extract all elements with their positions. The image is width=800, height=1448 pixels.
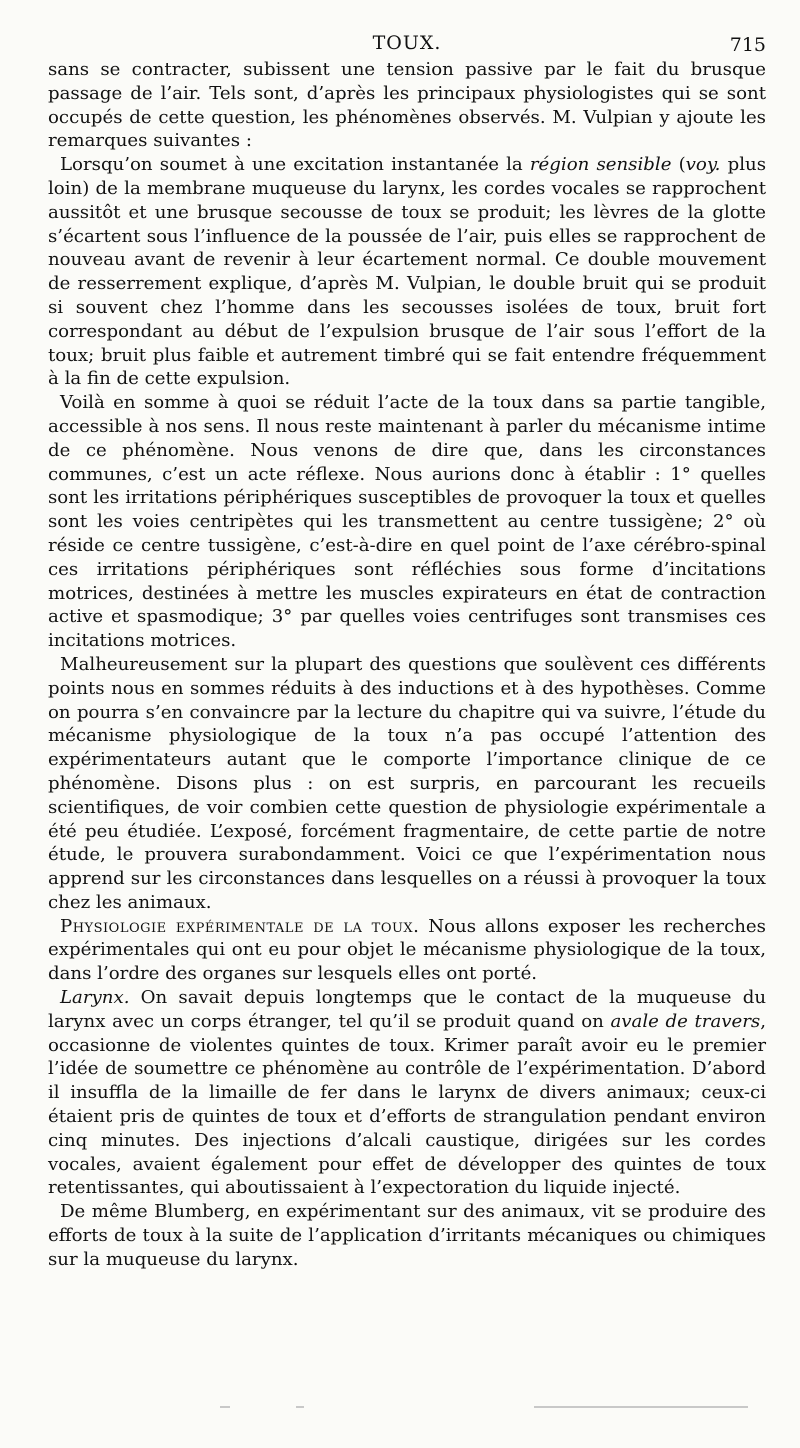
- text-run: , occasionne de violentes quintes de toux. Krimer paraît avoir eu le premier l’idée de soumettre ce phénomène au contrôle de l’expérimentation. D’abord il insuffla de la limaille de fer dans le larynx de divers animaux; ceux-ci étaient pris de quintes de toux et d’efforts de strangulation pendant environ cinq minutes. Des injections d’alcali caustique, dirigées sur les cordes vocales, avaient également pour effet de développer des quintes de toux retentissantes, qui aboutissaient à l’expectoration du liquide injecté.: [48, 1010, 767, 1199]
- text-run: Malheureusement sur la plupart des questions que soulèvent ces différents points nous en sommes réduits à des inductions et à des hypothèses. Comme on pourra s’en convaincre par la lecture du chapitre qui va suivre, l’étude du mécanisme physiologique de la toux n’a pas occupé l’attention des expérimentateurs autant que le comporte l’importance clinique de ce phénomène. Disons plus : on est surpris, en parcourant les recueils scientifiques, de voir combien cette question de physiologie expérimentale a été peu étudiée. L’exposé, forcément fragmentaire, de cette partie de notre étude, le prouvera surabondamment. Voici ce que l’expérimentation nous apprend sur les circonstances dans lesquelles on a réussi à provoquer la toux chez les animaux.: [48, 653, 766, 913]
- text-run: sans se contracter, subissent une tension passive par le fait du brusque passage de l’air. Tels sont, d’après les principaux physiologistes qui se sont occupés de cette question, les phénomènes observés. M. Vulpian y ajoute les remarques suivantes :: [48, 59, 766, 152]
- paragraph: [48, 391, 766, 653]
- section-heading: Physiologie expérimentale de la toux.: [60, 915, 420, 937]
- italic-text: région sensible: [529, 154, 672, 176]
- footer-mark: [220, 1406, 230, 1408]
- running-title: TOUX.: [372, 32, 442, 54]
- footer-mark: [534, 1406, 748, 1408]
- italic-text: avale de travers: [610, 1010, 761, 1032]
- paragraph: [48, 1200, 766, 1271]
- text-run: (: [671, 154, 686, 176]
- page-header: [48, 24, 766, 58]
- italic-text: voy.: [685, 154, 721, 176]
- text-run: On savait depuis longtemps que le contact de la muqueuse du larynx avec un corps étranger, tel qu’il se produit quand on: [48, 987, 766, 1032]
- text-run: Voilà en somme à quoi se réduit l’acte de la toux dans sa partie tangible, accessible à nos sens. Il nous reste maintenant à parler du mécanisme intime de ce phénomène. Nous venons de dire que, dans les circonstances communes, c’est un acte réflexe. Nous aurions donc à établir : 1° quelles sont les irritations périphériques susceptibles de provoquer la toux et quelles sont les voies centripètes qui les transmettent au centre tussigène; 2° où réside ce centre tussigène, c’est-à-dire en quel point de l’axe cérébro-spinal ces irritations périphériques sont réfléchies sous forme d’incitations motrices, destinées à mettre les muscles expirateurs en état de contraction active et spasmodique; 3° par quelles voies centrifuges sont transmises ces incitations motrices.: [48, 392, 766, 652]
- text-run: Nous allons exposer les recherches expérimentales qui ont eu pour objet le mécanisme physiologique de la toux, dans l’ordre des organes sur lesquels elles ont porté.: [48, 915, 766, 985]
- page-number: 715: [729, 34, 766, 56]
- footer-mark: [296, 1406, 304, 1408]
- subsection-heading: Larynx.: [60, 987, 130, 1009]
- text-run: De même Blumberg, en expérimentant sur des animaux, vit se produire des efforts de toux à la suite de l’application d’irritants mécaniques ou chimiques sur la muqueuse du larynx.: [48, 1201, 766, 1270]
- body-text: [48, 58, 766, 1272]
- text-run: Lorsqu’on soumet à une excitation instantanée la: [60, 154, 530, 176]
- document-page: [48, 24, 766, 1272]
- paragraph: [48, 58, 766, 153]
- paragraph: [48, 915, 766, 986]
- footer-marks: [48, 1406, 766, 1418]
- paragraph: [48, 986, 766, 1200]
- paragraph: [48, 653, 766, 915]
- text-run: plus loin) de la membrane muqueuse du larynx, les cordes vocales se rapprochent aussitôt et une brusque secousse de toux se produit; les lèvres de la glotte s’écartent sous l’influence de la poussée de l’air, puis elles se rapprochent de nouveau avant de revenir à leur écartement normal. Ce double mouvement de resserrement explique, d’après M. Vulpian, le double bruit qui se produit si souvent chez l’homme dans les secousses isolées de toux, bruit fort correspondant au début de l’expulsion brusque de l’air sous l’effort de la toux; bruit plus faible et autrement timbré qui se fait entendre fréquemment à la fin de cette expulsion.: [48, 154, 767, 390]
- paragraph: [48, 153, 766, 391]
